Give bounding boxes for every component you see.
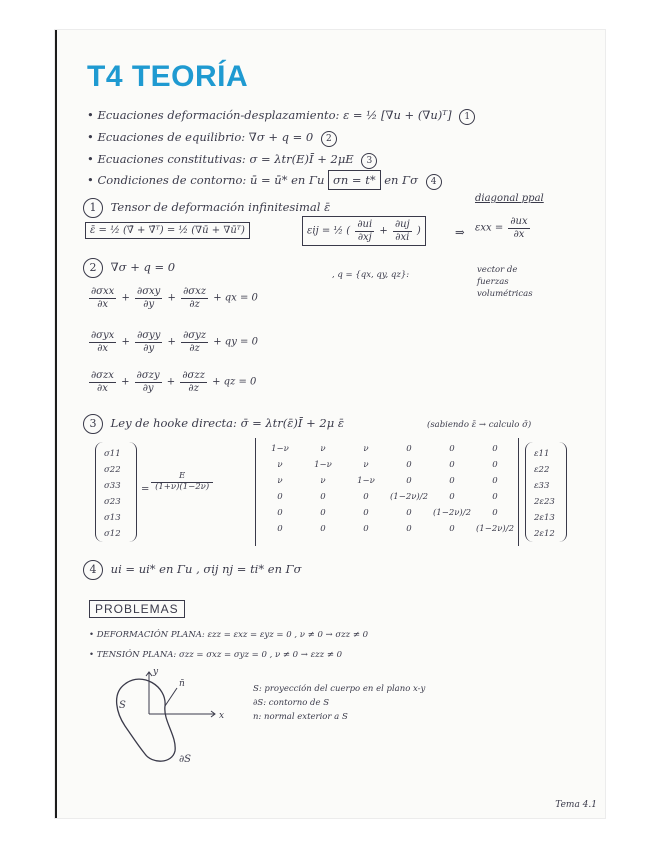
ref-number: 3	[361, 153, 377, 169]
matrix-cell: 0	[492, 508, 498, 518]
section-number: 3	[83, 414, 103, 434]
matrix-cell: 0	[492, 492, 498, 502]
stiffness-coefficient: $\frac{E}{(1+\nu)(1-2\nu)}$	[149, 472, 215, 493]
matrix-cell: 0	[320, 492, 326, 502]
ref-number: 4	[426, 174, 442, 190]
matrix-cell: ν	[363, 460, 369, 470]
intro-item-equilibrium: • Ecuaciones de equilibrio: ∇σ + q = 0 2	[87, 130, 337, 147]
ref-number: 1	[459, 109, 475, 125]
matrix-cell: ν	[277, 476, 283, 486]
diagonal-note: diagonal ppal	[475, 193, 544, 204]
normal-arrow	[165, 688, 177, 706]
matrix-cell: (1−2ν)/2	[389, 492, 428, 502]
matrix-cell: ν	[320, 476, 326, 486]
body-contour	[117, 679, 176, 761]
matrix-cell: 0	[449, 444, 455, 454]
matrix-cell: ν	[320, 444, 326, 454]
matrix-cell: ν	[277, 460, 283, 470]
matrix-cell: (1−2ν)/2	[432, 508, 471, 518]
page-title: T4 TEORÍA	[87, 60, 249, 93]
section-2-heading: 2 ∇σ + q = 0	[83, 258, 175, 278]
matrix-cell: 0	[406, 524, 412, 534]
matrix-cell: 0	[320, 524, 326, 534]
q-note: vector de fuerzas volumétricas	[477, 265, 533, 299]
hooke-note: (sabiendo ε̄ → calculo σ̄)	[427, 420, 532, 430]
label-dS: ∂S	[179, 754, 192, 765]
matrix-cell: (1−2ν)/2	[475, 524, 514, 534]
problem-plane-strain: • DEFORMACIÓN PLANA: εzz = εxz = εyz = 0 , ν ≠ 0 → σzz ≠ 0	[89, 630, 369, 640]
matrix-cell: 0	[363, 492, 369, 502]
matrix-cell: 0	[492, 460, 498, 470]
section-number: 1	[83, 198, 103, 218]
diagram-legend: S: proyección del cuerpo en el plano x-y ∂S: contorno de S n: normal exterior a S	[253, 684, 426, 722]
strain-index-formula: εij = ½ ( $\frac{\partial ui}{\partial xj}$ + $\frac{\partial uj}{\partial xi}$ )	[302, 216, 426, 246]
strain-tensor-formula: ε̄ = ½ (∇̄ + ∇̄ᵀ) = ½ (∇ū + ∇ūᵀ)	[85, 222, 250, 239]
label-S: S	[119, 700, 126, 711]
intro-item-deformation: • Ecuaciones deformación-desplazamiento: ε = ½ [∇u + (∇u)ᵀ] 1	[87, 108, 475, 125]
problems-heading: PROBLEMAS	[89, 600, 185, 618]
matrix-cell: 0	[277, 492, 283, 502]
body-diagram	[97, 666, 247, 766]
strain-vector-entries: ε11 ε22 ε33 2ε23 2ε13 2ε12	[534, 449, 555, 539]
boxed-formula: σn = t*	[328, 170, 381, 190]
matrix-cell: 0	[449, 476, 455, 486]
matrix-cell: 1−ν	[271, 444, 289, 454]
equilibrium-eq-z: $\frac{\text{∂σzx}}{\partial x}$ + $\frac{\text{∂σzy}}{\partial y}$ + $\frac{\text{∂σzz}}{\partial z}$ + qz = 0	[91, 370, 257, 394]
matrix-cell: 0	[449, 460, 455, 470]
matrix-cell: 0	[363, 524, 369, 534]
matrix-cell: 1−ν	[314, 460, 332, 470]
matrix-cell: 0	[406, 460, 412, 470]
section-number: 4	[83, 560, 103, 580]
matrix-cell: 0	[363, 508, 369, 518]
matrix-cell: 0	[277, 508, 283, 518]
equilibrium-eq-x: $\frac{\text{∂σxx}}{\partial x}$ + $\frac{\text{∂σxy}}{\partial y}$ + $\frac{\text{∂σxz}}{\partial z}$ + qx = 0	[91, 286, 258, 310]
stiffness-matrix	[255, 438, 519, 546]
matrix-cell: 0	[449, 492, 455, 502]
section-1-heading: 1 Tensor de deformación infinitesimal ε̄	[83, 198, 330, 218]
exx-formula: εxx = $\frac{\partial ux}{\partial x}$	[475, 216, 528, 240]
label-x: x	[219, 711, 225, 721]
stress-vector-entries: σ11 σ22 σ33 σ23 σ13 σ12	[104, 449, 121, 539]
matrix-cell: 0	[492, 444, 498, 454]
matrix-cell: 0	[492, 476, 498, 486]
label-y: y	[153, 667, 159, 677]
matrix-cell: 0	[277, 524, 283, 534]
matrix-cell: 0	[320, 508, 326, 518]
equilibrium-eq-y: $\frac{\text{∂σyx}}{\partial x}$ + $\frac{\text{∂σyy}}{\partial y}$ + $\frac{\text{∂σyz}}{\partial z}$ + qy = 0	[91, 330, 258, 354]
section-3-heading: 3 Ley de hooke directa: σ̄ = λtr(ε̄)Ī + 2μ ε̄	[83, 414, 344, 434]
label-n: n̄	[179, 679, 185, 689]
notebook-page	[55, 30, 605, 818]
page-footer: Tema 4.1	[555, 800, 597, 810]
section-number: 2	[83, 258, 103, 278]
q-definition: , q = {qx, qy, qz}:	[332, 270, 410, 280]
section-4-heading: 4 ui = ui* en Γu , σij nj = ti* en Γσ	[83, 560, 301, 580]
equals-sign: =	[141, 484, 150, 495]
matrix-cell: 1−ν	[357, 476, 375, 486]
intro-item-boundary: • Condiciones de contorno: ū = ū* en Γu σn = t* en Γσ 4	[87, 173, 442, 190]
intro-item-constitutive: • Ecuaciones constitutivas: σ = λtr(E)Ī + 2μE 3	[87, 152, 377, 169]
matrix-cell: 0	[406, 444, 412, 454]
problem-plane-stress: • TENSIÓN PLANA: σzz = σxz = σyz = 0 , ν ≠ 0 → εzz ≠ 0	[89, 650, 343, 660]
matrix-cell: 0	[406, 508, 412, 518]
ref-number: 2	[321, 131, 337, 147]
matrix-cell: 0	[449, 524, 455, 534]
matrix-cell: 0	[406, 476, 412, 486]
matrix-cell: ν	[363, 444, 369, 454]
implies-arrow: ⇒	[455, 225, 465, 239]
